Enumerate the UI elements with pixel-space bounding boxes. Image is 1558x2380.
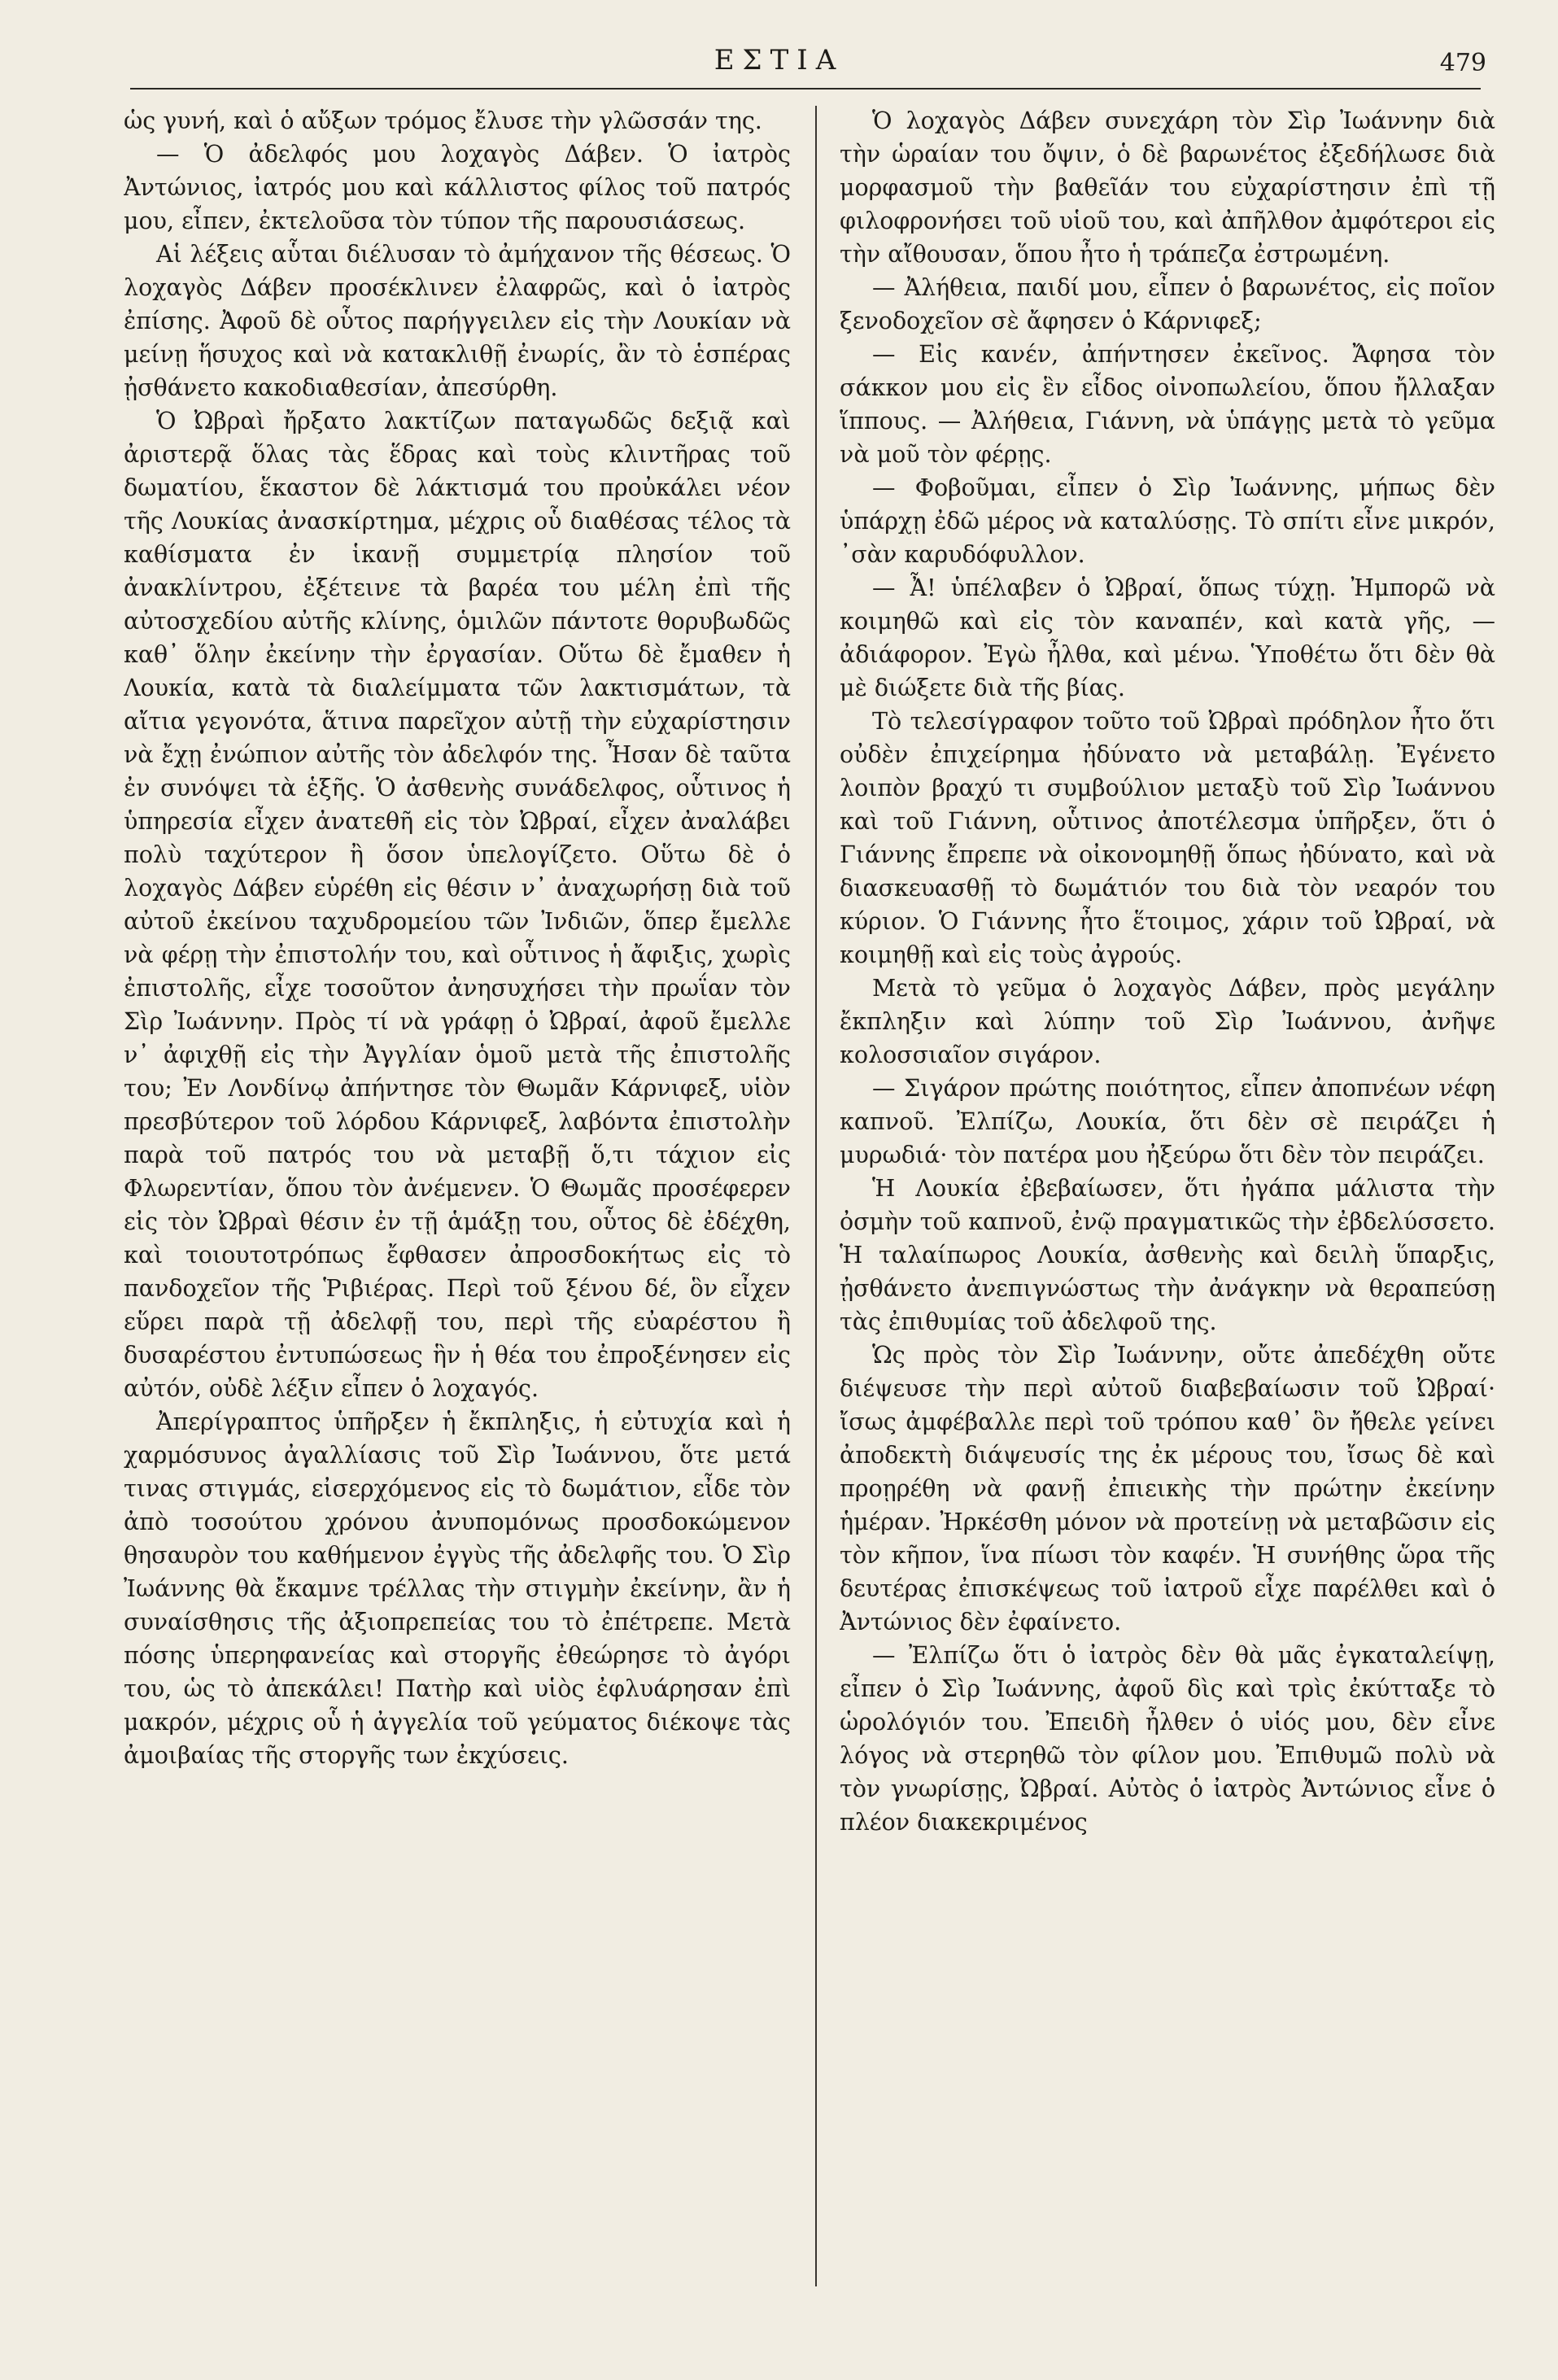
page-number: 479 [1439, 49, 1486, 77]
paragraph: Ὡς πρὸς τὸν Σὶρ Ἰωάννην, οὔτε ἀπεδέχθη οὔτε διέψευσε τὴν περὶ αὐτοῦ διαβεβαίωσιν τοῦ Ὠβραί· ἴσως ἀμφέβαλλε περὶ τοῦ τρόπου καθ᾽ ὃν ἤθελε γείνει ἀποδεκτὴ διάψευσίς της ἐκ μέρους του, ἴσως δὲ καὶ προῃρέθη νὰ φανῇ ἐπιεικὴς τὴν πρώτην ἐκείνην ἡμέραν. Ἠρκέσθη μόνον νὰ προτείνῃ νὰ μεταβῶσιν εἰς τὸν κῆπον, ἵνα πίωσι τὸν καφέν. Ἡ συνήθης ὥρα τῆς δευτέρας ἐπισκέψεως τοῦ ἰατροῦ εἶχε παρέλθει καὶ ὁ Ἀντώνιος δὲν ἐφαίνετο. [840, 1342, 1495, 1635]
masthead-title: ΕΣΤΙΑ [714, 44, 844, 76]
paragraph: Μετὰ τὸ γεῦμα ὁ λοχαγὸς Δάβεν, πρὸς μεγάλην ἔκπληξιν καὶ λύπην τοῦ Σὶρ Ἰωάννου, ἀνῆψε κολοσσιαῖον σιγάρον. [840, 975, 1495, 1068]
paragraph: Ὁ Ὠβραὶ ἤρξατο λακτίζων παταγωδῶς δεξιᾷ καὶ ἀριστερᾷ ὅλας τὰς ἕδρας καὶ τοὺς κλιντῆρας τοῦ δωματίου, ἕκαστον δὲ λάκτισμά του προὐκάλει νέον τῆς Λουκίας ἀνασκίρτημα, μέχρις οὗ διαθέσας τέλος τὰ καθίσματα ἐν ἱκανῇ συμμετρίᾳ πλησίον τοῦ ἀνακλίντρου, ἐξέτεινε τὰ βαρέα του μέλη ἐπὶ τῆς αὐτοσχεδίου αὐτῆς κλίνης, ὁμιλῶν πάντοτε θορυβωδῶς καθ᾽ ὅλην ἐκείνην τὴν ἐργασίαν. Οὕτω δὲ ἔμαθεν ἡ Λουκία, κατὰ τὰ διαλείμματα τῶν λακτισμάτων, τὰ αἴτια γεγονότα, ἅτινα παρεῖχον αὐτῇ τὴν εὐχαρίστησιν νὰ ἔχῃ ἐνώπιον αὐτῆς τὸν ἀδελφόν της. Ἦσαν δὲ ταῦτα ἐν συνόψει τὰ ἑξῆς. Ὁ ἀσθενὴς συνάδελφος, οὗτινος ἡ ὑπηρεσία εἶχεν ἀνατεθῆ εἰς τὸν Ὠβραί, εἶχεν ἀναλάβει πολὺ ταχύτερον ἢ ὅσον ὑπελογίζετο. Οὕτω δὲ ὁ λοχαγὸς Δάβεν εὑρέθη εἰς θέσιν ν᾽ ἀναχωρήσῃ διὰ τοῦ αὐτοῦ ἐκείνου ταχυδρομείου τῶν Ἰνδιῶν, ὅπερ ἔμελλε νὰ φέρῃ τὴν ἐπιστολήν του, καὶ οὗτινος ἡ ἄφιξις, χωρὶς ἐπιστολῆς, εἶχε τοσοῦτον ἀνησυχήσει τὴν πρωΐαν τὸν Σὶρ Ἰωάννην. Πρὸς τί νὰ γράφῃ ὁ Ὠβραί, ἀφοῦ ἔμελλε ν᾽ ἀφιχθῇ εἰς τὴν Ἀγγλίαν ὁμοῦ μετὰ τῆς ἐπιστολῆς του; Ἐν Λονδίνῳ ἀπήντησε τὸν Θωμᾶν Κάρνιφεξ, υἱὸν πρεσβύτερον τοῦ λόρδου Κάρνιφεξ, λαβόντα ἐπιστολὴν παρὰ τοῦ πατρός του νὰ μεταβῇ ὅ,τι τάχιον εἰς Φλωρεντίαν, ὅπου τὸν ἀνέμενεν. Ὁ Θωμᾶς προσέφερεν εἰς τὸν Ὠβραὶ θέσιν ἐν τῇ ἁμάξῃ του, οὗτος δὲ ἐδέχθη, καὶ τοιουτοτρόπως ἔφθασεν ἀπροσδοκήτως εἰς τὸ πανδοχεῖον τῆς Ῥιβιέρας. Περὶ τοῦ ξένου δέ, ὃν εἶχεν εὕρει παρὰ τῇ ἀδελφῇ του, περὶ τῆς εὐαρέστου ἢ δυσαρέστου ἐντυπώσεως ἣν ἡ θέα του ἐπροξένησεν εἰς αὐτόν, οὐδὲ λέξιν εἶπεν ὁ λοχαγός. [124, 408, 791, 1402]
paragraph: Ὁ λοχαγὸς Δάβεν συνεχάρη τὸν Σὶρ Ἰωάννην διὰ τὴν ὡραίαν του ὄψιν, ὁ δὲ βαρωνέτος ἐξεδήλωσε διὰ μορφασμοῦ τὴν βαθεῖάν του εὐχαρίστησιν ἐπὶ τῇ φιλοφρονήσει τοῦ υἱοῦ του, καὶ ἀπῆλθον ἀμφότεροι εἰς τὴν αἴθουσαν, ὅπου ἦτο ἡ τράπεζα ἐστρωμένη. [840, 107, 1495, 268]
paragraph: — Ἆ! ὑπέλαβεν ὁ Ὠβραί, ὅπως τύχῃ. Ἠμπορῶ νὰ κοιμηθῶ καὶ εἰς τὸν καναπέν, καὶ κατὰ γῆς, — ἀδιάφορον. Ἐγὼ ἦλθα, καὶ μένω. Ὑποθέτω ὅτι δὲν θὰ μὲ διώξετε διὰ τῆς βίας. [840, 574, 1495, 701]
paragraph: — Ἀλήθεια, παιδί μου, εἶπεν ὁ βαρωνέτος, εἰς ποῖον ξενοδοχεῖον σὲ ἄφησεν ὁ Κάρνιφεξ; [840, 274, 1495, 334]
paragraph: — Εἰς κανέν, ἀπήντησεν ἐκεῖνος. Ἄφησα τὸν σάκκον μου εἰς ἓν εἶδος οἰνοπωλείου, ὅπου ἤλλαξαν ἵππους. — Ἀλήθεια, Γιάννη, νὰ ὑπάγῃς μετὰ τὸ γεῦμα νὰ μοῦ τὸν φέρῃς. [840, 341, 1495, 468]
left-column [124, 104, 791, 2334]
running-head [0, 37, 1558, 78]
header-rule [130, 88, 1481, 90]
paragraph: — Φοβοῦμαι, εἶπεν ὁ Σὶρ Ἰωάννης, μήπως δὲν ὑπάρχῃ ἐδῶ μέρος νὰ καταλύσῃς. Τὸ σπίτι εἶνε μικρόν, ᾽σὰν καρυδόφυλλον. [840, 474, 1495, 568]
paragraph: Τὸ τελεσίγραφον τοῦτο τοῦ Ὠβραὶ πρόδηλον ἦτο ὅτι οὐδὲν ἐπιχείρημα ἠδύνατο νὰ μεταβάλῃ. Ἐγένετο λοιπὸν βραχύ τι συμβούλιον μεταξὺ τοῦ Σὶρ Ἰωάννου καὶ τοῦ Γιάννη, οὗτινος ἀποτέλεσμα ὑπῆρξεν, ὅτι ὁ Γιάννης ἔπρεπε νὰ οἰκονομηθῇ ὅπως ἠδύνατο, καὶ νὰ διασκευασθῇ τὸ δωμάτιόν του διὰ τὸν νεαρόν του κύριον. Ὁ Γιάννης ἦτο ἕτοιμος, χάριν τοῦ Ὠβραί, νὰ κοιμηθῇ καὶ εἰς τοὺς ἀγρούς. [840, 708, 1495, 968]
paragraph: Αἱ λέξεις αὗται διέλυσαν τὸ ἀμήχανον τῆς θέσεως. Ὁ λοχαγὸς Δάβεν προσέκλινεν ἐλαφρῶς, καὶ ὁ ἰατρὸς ἐπίσης. Ἀφοῦ δὲ οὗτος παρήγγειλεν εἰς τὴν Λουκίαν νὰ μείνῃ ἥσυχος καὶ νὰ κατακλιθῇ ἐνωρίς, ἂν τὸ ἑσπέρας ᾐσθάνετο κακοδιαθεσίαν, ἀπεσύρθη. [124, 241, 791, 401]
paragraph: — Ἐλπίζω ὅτι ὁ ἰατρὸς δὲν θὰ μᾶς ἐγκαταλείψῃ, εἶπεν ὁ Σὶρ Ἰωάννης, ἀφοῦ δὶς καὶ τρὶς ἐκύτταξε τὸ ὡρολόγιόν του. Ἐπειδὴ ἦλθεν ὁ υἱός μου, δὲν εἶνε λόγος νὰ στερηθῶ τὸν φίλον μου. Ἐπιθυμῶ πολὺ νὰ τὸν γνωρίσῃς, Ὠβραί. Αὐτὸς ὁ ἰατρὸς Ἀντώνιος εἶνε ὁ πλέον διακεκριμένος [840, 1642, 1495, 1836]
column-divider [815, 106, 817, 2286]
paragraph: — Σιγάρον πρώτης ποιότητος, εἶπεν ἀποπνέων νέφη καπνοῦ. Ἐλπίζω, Λουκία, ὅτι δὲν σὲ πειράζει ἡ μυρωδιά· τὸν πατέρα μου ἠξεύρω ὅτι δὲν τὸν πειράζει. [840, 1075, 1495, 1168]
paragraph: Ἀπερίγραπτος ὑπῆρξεν ἡ ἔκπληξις, ἡ εὐτυχία καὶ ἡ χαρμόσυνος ἀγαλλίασις τοῦ Σὶρ Ἰωάννου, ὅτε μετά τινας στιγμάς, εἰσερχόμενος εἰς τὸ δωμάτιον, εἶδε τὸν ἀπὸ τοσούτου χρόνου ἀνυπομόνως προσδοκώμενον θησαυρὸν του καθήμενον ἐγγὺς τῆς ἀδελφῆς του. Ὁ Σὶρ Ἰωάννης θὰ ἔκαμνε τρέλλας τὴν στιγμὴν ἐκείνην, ἂν ἡ συναίσθησις τῆς ἀξιοπρεπείας του τὸ ἐπέτρεπε. Μετὰ πόσης ὑπερηφανείας καὶ στοργῆς ἐθεώρησε τὸ ἀγόρι του, ὡς τὸ ἀπεκάλει! Πατὴρ καὶ υἱὸς ἐφλυάρησαν ἐπὶ μακρόν, μέχρις οὗ ἡ ἀγγελία τοῦ γεύματος διέκοψε τὰς ἀμοιβαίας τῆς στοργῆς των ἐκχύσεις. [124, 1408, 791, 1769]
paragraph: ὡς γυνή, καὶ ὁ αὔξων τρόμος ἔλυσε τὴν γλῶσσάν της. [124, 107, 762, 134]
paragraph: Ἡ Λουκία ἐβεβαίωσεν, ὅτι ἠγάπα μάλιστα τὴν ὀσμὴν τοῦ καπνοῦ, ἐνῷ πραγματικῶς τὴν ἐβδελύσσετο. Ἡ ταλαίπωρος Λουκία, ἀσθενὴς καὶ δειλὴ ὕπαρξις, ᾐσθάνετο ἀνεπιγνώστως τὴν ἀνάγκην νὰ θεραπεύσῃ τὰς ἐπιθυμίας τοῦ ἀδελφοῦ της. [840, 1175, 1495, 1335]
right-column [840, 104, 1495, 2334]
paragraph: — Ὁ ἀδελφός μου λοχαγὸς Δάβεν. Ὁ ἰατρὸς Ἀντώνιος, ἰατρός μου καὶ κάλλιστος φίλος τοῦ πατρός μου, εἶπεν, ἐκτελοῦσα τὸν τύπον τῆς παρουσιάσεως. [124, 141, 791, 234]
